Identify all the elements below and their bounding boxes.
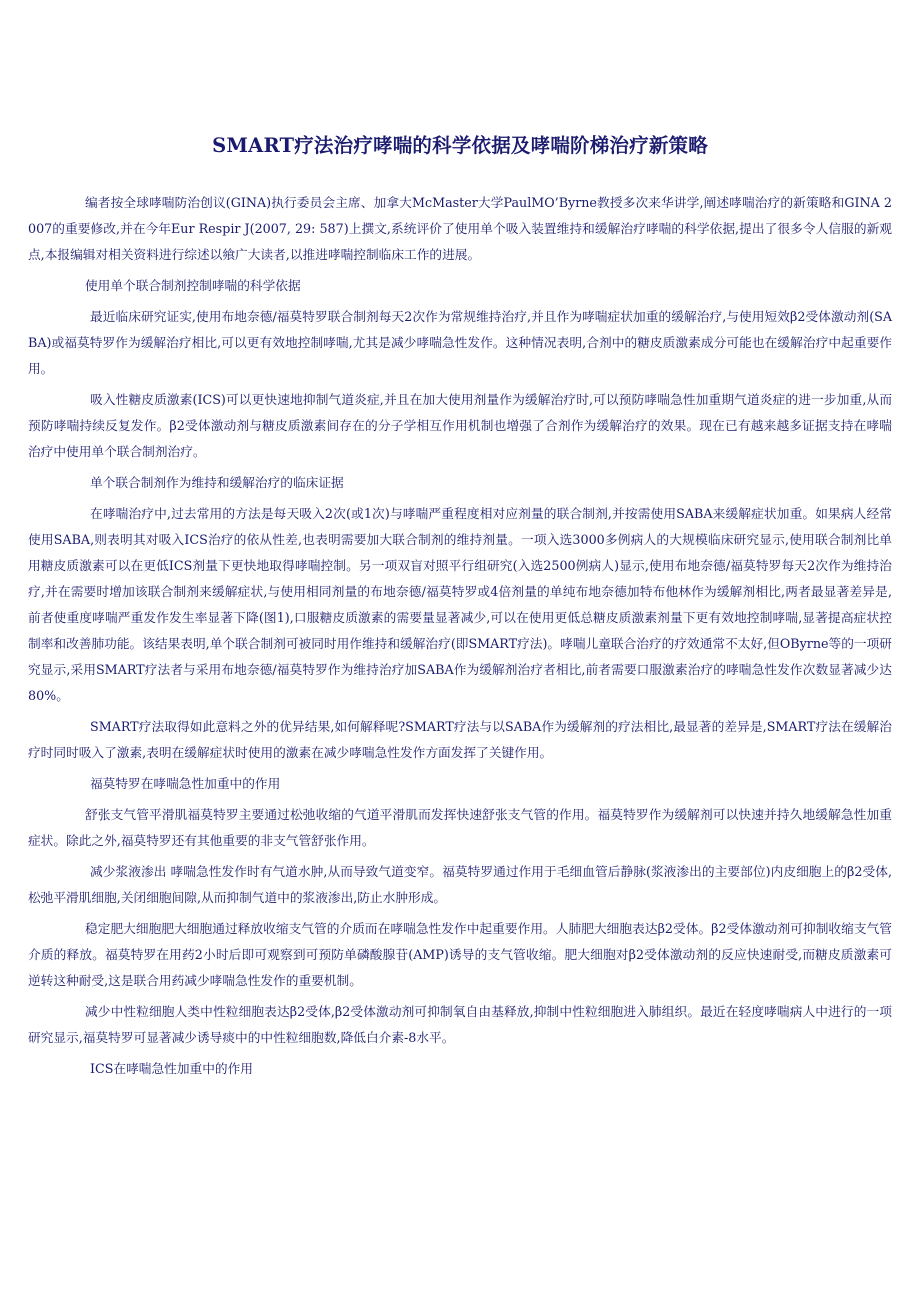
document-title: SMART疗法治疗哮喘的科学依据及哮喘阶梯治疗新策略 (212, 134, 708, 157)
body-paragraph: 最近临床研究证实,使用布地奈德/福莫特罗联合制剂每天2次作为常规维持治疗,并且作为哮喘症状加重的缓解治疗,与使用短效β2受体激动剂(SABA)或福莫特罗作为缓解治疗相比,可以更有效地控制哮喘,尤其是减少哮喘急性发作。这种情况表明,合剂中的糖皮质激素成分可能也在缓解治疗中起重要作用。 (28, 309, 892, 376)
body-paragraph: 在哮喘治疗中,过去常用的方法是每天吸入2次(或1次)与哮喘严重程度相对应剂量的联合制剂,并按需使用SABA来缓解症状加重。如果病人经常使用SABA,则表明其对吸入ICS治疗的依从性差,也表明需要加大联合制剂的维持剂量。一项入选3000多例病人的大规模临床研究显示,使用联合制剂比单用糖皮质激素可以在更低ICS剂量下更快地取得哮喘控制。另一项双盲对照平行组研究(入选2500例病人)显示,使用布地奈德/福莫特罗每天2次作为维持治疗,并在需要时增加该联合制剂来缓解症状,与使用相同剂量的布地奈德/福莫特罗或4倍剂量的单纯布地奈德加特布他林作为缓解剂相比,两者最显著差异是,前者使重度哮喘严重发作发生率显著下降(图1),口服糖皮质激素的需要量显著减少,可以在使用更低总糖皮质激素剂量下更有效地控制哮喘,显著提高症状控制率和改善肺功能。该结果表明,单个联合制剂可被同时用作维持和缓解治疗(即SMART疗法)。哮喘儿童联合治疗的疗效通常不太好,但OByrne等的一项研究显示,采用SMART疗法者与采用布地奈德/福莫特罗作为维持治疗加SABA作为缓解剂治疗者相比,前者需要口服激素治疗的哮喘急性发作次数显著减少达80%。 (28, 506, 892, 703)
section-heading: ICS在哮喘急性加重中的作用 (90, 1061, 253, 1076)
section-heading: 使用单个联合制剂控制哮喘的科学依据 (85, 278, 301, 293)
editor-note-paragraph: 编者按全球哮喘防治创议(GINA)执行委员会主席、加拿大McMaster大学PaulMO’Byrne教授多次来华讲学,阐述哮喘治疗的新策略和GINA 2007的重要修改,并在今年Eur Respir J(2007, 29: 587)上撰文,系统评价了使用单个吸入装置维持和缓解治疗哮喘的科学依据,提出了很多令人信服的新观点,本报编辑对相关资料进行综述以飨广大读者,以推进哮喘控制临床工作的进展。 (28, 195, 892, 262)
body-paragraph: 减少浆液渗出 哮喘急性发作时有气道水肿,从而导致气道变窄。福莫特罗通过作用于毛细血管后静脉(浆液渗出的主要部位)内皮细胞上的β2受体,松弛平滑肌细胞,关闭细胞间隙,从而抑制气道中的浆液渗出,防止水肿形成。 (28, 864, 892, 905)
body-paragraph: 减少中性粒细胞人类中性粒细胞表达β2受体,β2受体激动剂可抑制氧自由基释放,抑制中性粒细胞进入肺组织。最近在轻度哮喘病人中进行的一项研究显示,福莫特罗可显著减少诱导痰中的中性粒细胞数,降低白介素-8水平。 (28, 1004, 892, 1045)
document-body (28, 190, 892, 1087)
body-paragraph: SMART疗法取得如此意料之外的优异结果,如何解释呢?SMART疗法与以SABA作为缓解剂的疗法相比,最显著的差异是,SMART疗法在缓解治疗时同时吸入了激素,表明在缓解症状时使用的激素在减少哮喘急性发作方面发挥了关键作用。 (28, 719, 892, 760)
body-paragraph: 吸入性糖皮质激素(ICS)可以更快速地抑制气道炎症,并且在加大使用剂量作为缓解治疗时,可以预防哮喘急性加重期气道炎症的进一步加重,从而预防哮喘持续反复发作。β2受体激动剂与糖皮质激素间存在的分子学相互作用机制也增强了合剂作为缓解治疗的效果。现在已有越来越多证据支持在哮喘治疗中使用单个联合制剂治疗。 (28, 392, 893, 459)
body-paragraph: 舒张支气管平滑肌福莫特罗主要通过松弛收缩的气道平滑肌而发挥快速舒张支气管的作用。福莫特罗作为缓解剂可以快速并持久地缓解急性加重症状。除此之外,福莫特罗还有其他重要的非支气管舒张作用。 (28, 807, 892, 848)
body-paragraph: 稳定肥大细胞肥大细胞通过释放收缩支气管的介质而在哮喘急性发作中起重要作用。人肺肥大细胞表达β2受体。β2受体激动剂可抑制收缩支气管介质的释放。福莫特罗在用药2小时后即可观察到可预防单磷酸腺苷(AMP)诱导的支气管收缩。肥大细胞对β2受体激动剂的反应快速耐受,而糖皮质激素可逆转这种耐受,这是联合用药减少哮喘急性发作的重要机制。 (28, 921, 892, 988)
section-heading: 单个联合制剂作为维持和缓解治疗的临床证据 (90, 475, 344, 490)
section-heading: 福莫特罗在哮喘急性加重中的作用 (90, 776, 281, 791)
